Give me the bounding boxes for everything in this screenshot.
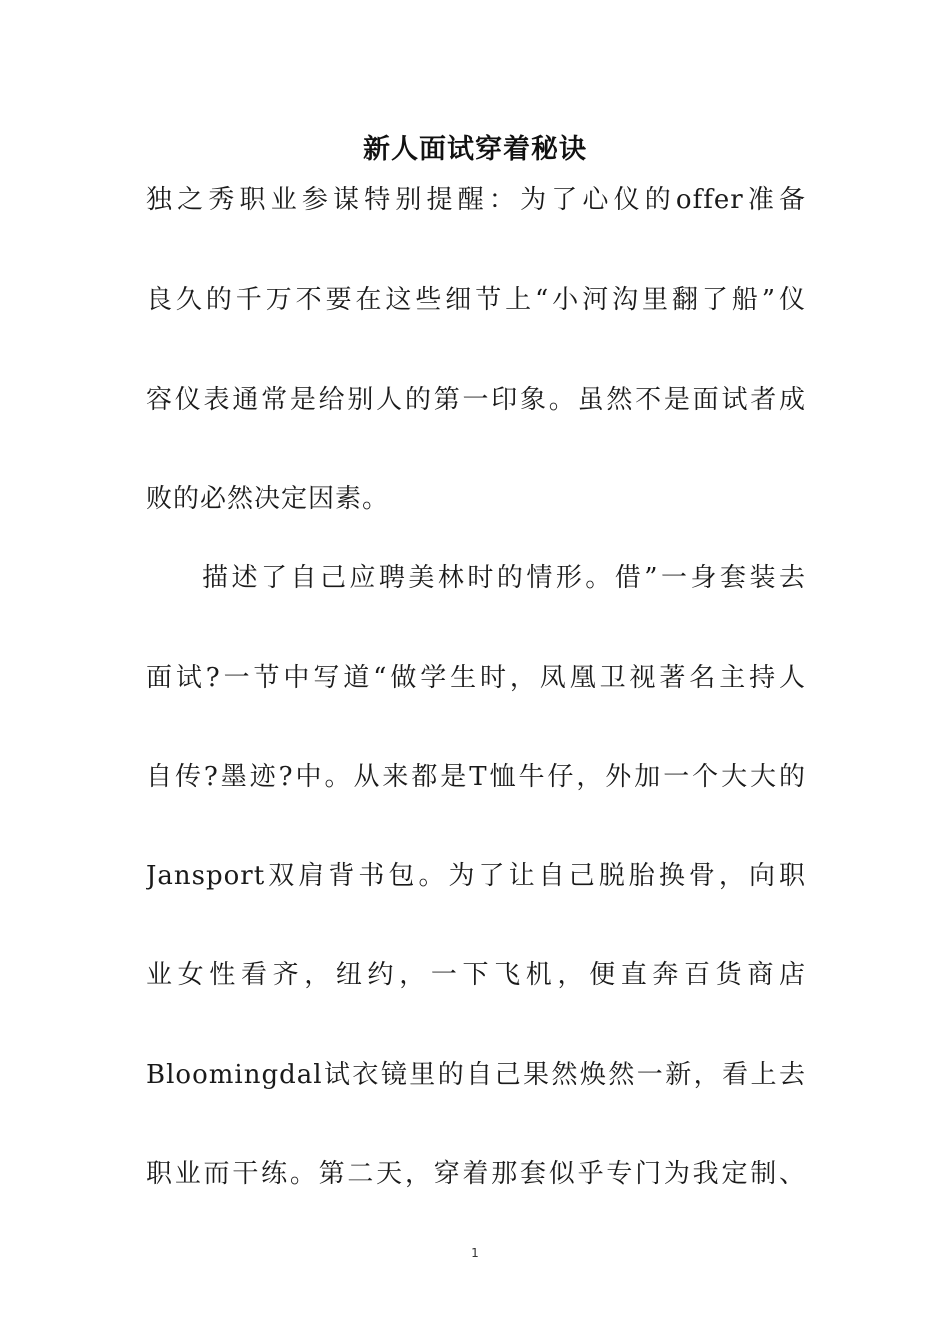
page-number: 1 [471,1246,479,1260]
text-line-1: 独之秀职业参谋特别提醒：为了心仪的offer准备 [146,185,806,215]
text-line-9: 业女性看齐，纽约，一下飞机，便直奔百货商店 [146,960,806,990]
text-line-11: 职业而干练。第二天，穿着那套似乎专门为我定制、 [146,1159,806,1189]
text-line-6: 面试?一节中写道“做学生时，凤凰卫视著名主持人 [146,663,806,693]
text-line-2: 良久的千万不要在这些细节上“小河沟里翻了船”仪 [146,285,806,315]
text-line-10: Bloomingdal试衣镜里的自己果然焕然一新，看上去 [146,1060,806,1090]
text-line-3: 容仪表通常是给别人的第一印象。虽然不是面试者成 [146,385,806,415]
text-line-4: 败的必然决定因素。 [146,484,390,514]
text-line-8: Jansport双肩背书包。为了让自己脱胎换骨，向职 [146,861,806,891]
text-line-7: 自传?墨迹?中。从来都是T恤牛仔，外加一个大大的 [146,762,806,792]
text-line-5: 描述了自己应聘美林时的情形。借”一身套装去 [202,563,806,593]
document-title: 新人面试穿着秘诀 [363,134,587,165]
